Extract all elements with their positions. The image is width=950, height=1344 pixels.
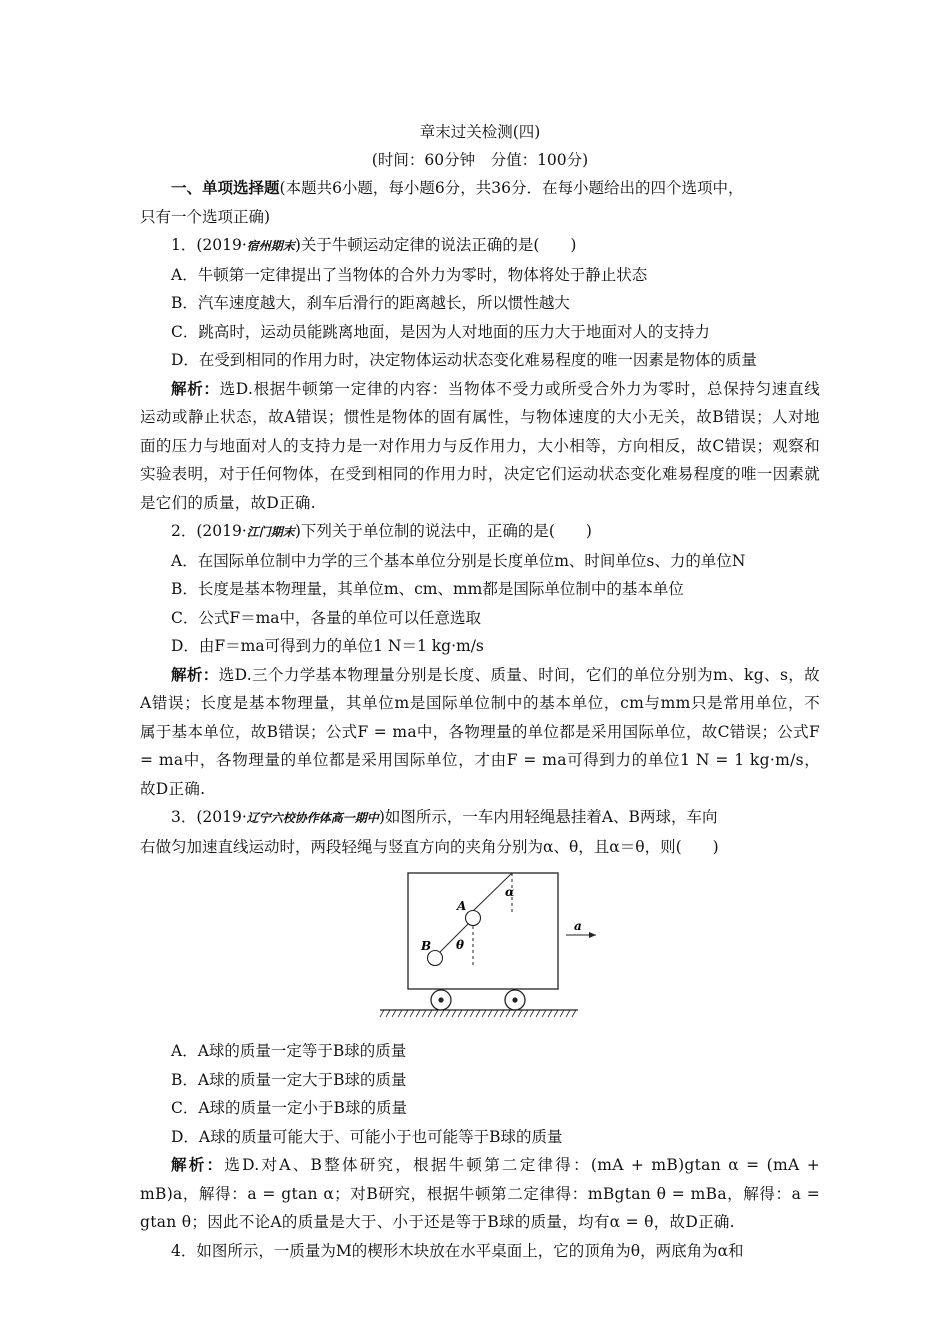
q2-analysis [140,661,820,804]
section-intro-a: (本题共6小题，每小题6分，共36分．在每小题给出的四个选项中， [279,179,744,197]
q1-analysis [140,375,820,518]
q3-analysis-text: 选D.对A、B整体研究，根据牛顿第二定律得：(mA + mB)gtan α = (mA + mB)a，解得：a = gtan α；对B研究，根据牛顿第二定律得：mBgtan θ = mBa，解得：a = gtan θ；因此不论A的质量是大于、小于还是等于B球的质量，均有α = θ，故D正确. [140,1156,821,1231]
ground-hatching [380,1010,576,1017]
q2-analysis-label: 解析： [171,664,219,684]
q2-stem [140,517,820,547]
q1-option-a: A．牛顿第一定律提出了当物体的合外力为零时，物体将处于静止状态 [171,265,648,284]
q2-num: 2．(2019· [171,522,247,540]
q3-num: 3．(2019· [171,808,247,826]
q1-source: 宿州期末 [246,239,295,253]
q1-stem [140,231,820,261]
document-page [140,118,820,1265]
label-alpha: α [505,885,515,899]
q3-option-c: C．A球的质量一定小于B球的质量 [171,1099,407,1117]
page-title: 章末过关检测(四) [419,123,541,141]
q2-source: 江门期末 [246,525,295,539]
ball-a [466,911,481,926]
cart-diagram [378,865,628,1033]
q4-stem: 4．如图所示，一质量为M的楔形木块放在水平桌面上，它的顶角为θ，两底角为α和 [171,1241,744,1260]
q1-analysis-text: 选D.根据牛顿第一定律的内容：当物体不受力或所受合外力为零时，总保持匀速直线运动或静止状态，故A错误；惯性是物体的固有属性，与物体速度的大小无关，故B错误；人对地面的压力与地面对人的支持力是一对作用力与反作用力，大小相等，方向相反，故C错误；观察和实验表明，对于任何物体，在受到相同的作用力时，决定它们运动状态变化难易程度的唯一因素就是它们的质量，故D正确. [140,379,820,512]
q3-analysis [140,1151,820,1237]
label-theta: θ [456,938,465,952]
q3-analysis-label: 解析： [171,1155,225,1174]
label-accel: a [574,919,582,933]
wheel-right-axle [512,997,517,1002]
section-heading-line [140,174,820,203]
cart-body [408,873,558,989]
q3-source: 辽宁六校协作体高一期中 [246,811,379,825]
section-heading: 一、单项选择题 [171,178,280,197]
q2-stem-text: )下列关于单位制的说法中，正确的是( ) [294,522,592,540]
q3-stem-a: )如图所示，一车内用轻绳悬挂着A、B两球，车向 [378,808,718,826]
q3-option-d: D．A球的质量可能大于、可能小于也可能等于B球的质量 [171,1127,563,1146]
q2-option-b: B．长度是基本物理量，其单位m、cm、mm都是国际单位制中的基本单位 [171,580,684,598]
q3-option-b: B．A球的质量一定大于B球的质量 [171,1070,407,1089]
label-b-ball: B [421,939,432,953]
q1-option-b: B．汽车速度越大，刹车后滑行的距离越长，所以惯性越大 [171,294,570,312]
q1-stem-text: )关于牛顿运动定律的说法正确的是( ) [294,236,577,254]
wheel-left-axle [438,997,443,1002]
q3-stem [140,803,820,833]
q3-figure [140,865,820,1035]
q1-analysis-label: 解析： [171,378,220,398]
q1-option-d: D．在受到相同的作用力时，决定物体运动状态变化难易程度的唯一因素是物体的质量 [171,351,757,369]
q1-num: 1．(2019· [171,236,247,254]
q3-stem-b: 右做匀加速直线运动时，两段轻绳与竖直方向的夹角分别为α、θ，且α＝θ，则( ) [140,837,719,856]
label-a-ball: A [457,899,467,913]
q2-analysis-text: 选D.三个力学基本物理量分别是长度、质量、时间，它们的单位分别为m、kg、s，故A错误；长度是基本物理量，其单位m是国际单位制中的基本单位，cm与mm只是常用单位，不属于基本单位，故B错误；公式F = ma中，各物理量的单位都是采用国际单位，故C错误；公式F = ma中，各物理量的单位都是采用国际单位，才由F = ma可得到力的单位1 N = 1 kg·m/s，故D正确. [140,665,820,798]
page-subtitle: (时间：60分钟 分值：100分) [371,151,589,169]
q2-option-d: D．由F＝ma可得到力的单位1 N＝1 kg·m/s [171,637,484,655]
q2-option-c: C．公式F＝ma中，各量的单位可以任意选取 [171,608,482,627]
accel-arrowhead [589,932,596,938]
q2-option-a: A．在国际单位制中力学的三个基本单位分别是长度单位m、时间单位s、力的单位N [171,551,746,570]
q3-option-a: A．A球的质量一定等于B球的质量 [171,1042,407,1060]
q1-option-c: C．跳高时，运动员能跳离地面，是因为人对地面的压力大于地面对人的支持力 [171,322,710,341]
section-intro-b: 只有一个选项正确) [140,207,271,226]
